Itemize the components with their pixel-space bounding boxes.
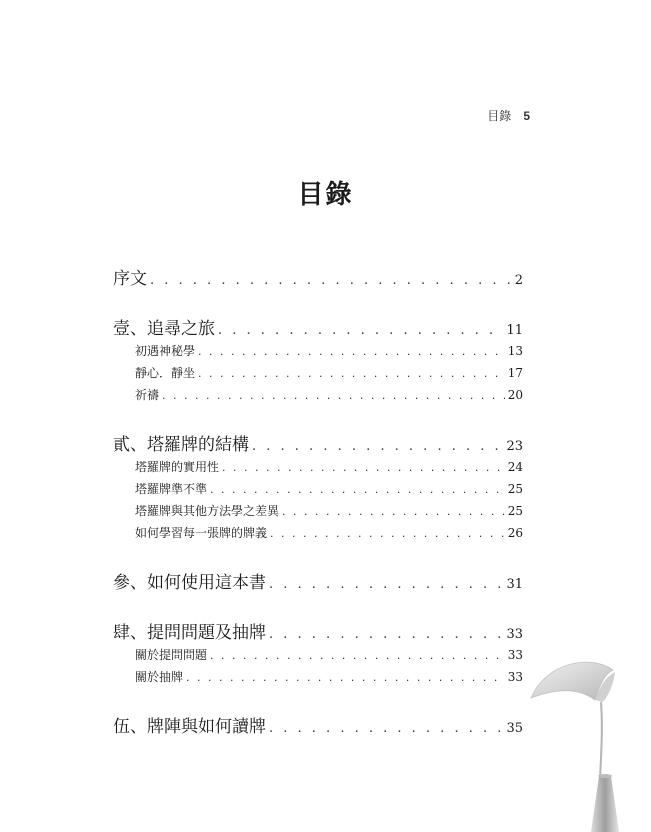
toc-subentry[interactable]	[113, 646, 523, 668]
toc-entry[interactable]	[113, 618, 523, 646]
toc-subentry-page: 20	[507, 388, 523, 402]
toc-entry-label: 肆、提問問題及抽牌	[113, 623, 266, 643]
toc-entry-page: 2	[514, 273, 523, 288]
toc-subentry-page: 24	[507, 460, 523, 474]
dot-leader	[198, 367, 505, 380]
dot-leader	[162, 389, 505, 402]
toc-entry-label: 參、如何使用這本書	[113, 573, 266, 593]
toc-subentry-page: 25	[507, 482, 523, 496]
dot-leader	[282, 505, 505, 518]
dot-leader	[269, 721, 503, 736]
toc-subentry[interactable]	[113, 668, 523, 690]
dot-leader	[222, 461, 505, 474]
toc-subentry-label: 關於抽牌	[135, 670, 184, 684]
dot-leader	[269, 627, 503, 642]
dot-leader	[252, 439, 503, 454]
toc-entry-page: 35	[506, 721, 523, 736]
toc-entry-page: 11	[506, 323, 523, 338]
toc-section	[113, 430, 523, 546]
toc-subentry-page: 33	[507, 670, 523, 684]
toc-entry-label: 貳、塔羅牌的結構	[113, 435, 249, 455]
toc-subentry-page: 17	[507, 366, 523, 380]
toc-subentry-label: 關於提問問題	[135, 648, 208, 662]
toc-entry-label: 伍、牌陣與如何讀牌	[113, 717, 266, 737]
toc-entry-page: 33	[506, 627, 523, 642]
toc-subentry[interactable]	[113, 458, 523, 480]
toc-subentry-page: 13	[507, 344, 523, 358]
toc-section	[113, 712, 523, 740]
calla-lily-vase-illustration	[521, 640, 651, 832]
dot-leader	[150, 273, 512, 288]
dot-leader	[198, 345, 505, 358]
toc-subentry-page: 26	[507, 526, 523, 540]
toc-entry-label: 序文	[113, 269, 147, 289]
toc-subentry-label: 靜心．靜坐	[135, 366, 196, 380]
toc-section	[113, 314, 523, 408]
toc-section	[113, 264, 523, 292]
toc-entry[interactable]	[113, 712, 523, 740]
toc-subentry-label: 初遇神秘學	[135, 344, 196, 358]
toc-subentry-label: 塔羅牌的實用性	[135, 460, 220, 474]
toc-entry-page: 23	[506, 439, 523, 454]
running-head-title: 目錄	[487, 109, 512, 123]
toc-subentry-label: 塔羅牌準不準	[135, 482, 208, 496]
toc-subentry[interactable]	[113, 524, 523, 546]
toc-subentry-label: 塔羅牌與其他方法學之差異	[135, 504, 280, 518]
running-head-page-number: 5	[523, 109, 530, 123]
toc-section	[113, 618, 523, 690]
toc-entry-page: 31	[506, 577, 523, 592]
toc-subentry-label: 如何學習每一張牌的牌義	[135, 526, 268, 540]
dot-leader	[210, 483, 505, 496]
toc-entry[interactable]	[113, 430, 523, 458]
toc-entry[interactable]	[113, 568, 523, 596]
table-of-contents	[113, 264, 523, 762]
dot-leader	[186, 671, 505, 684]
toc-subentry[interactable]	[113, 364, 523, 386]
toc-subentry[interactable]	[113, 386, 523, 408]
toc-subentry-label: 祈禱	[135, 388, 160, 402]
toc-section	[113, 568, 523, 596]
toc-entry[interactable]	[113, 264, 523, 292]
dot-leader	[269, 577, 503, 592]
toc-subentry[interactable]	[113, 502, 523, 524]
page-title: 目錄	[297, 180, 354, 210]
toc-entry-label: 壹、追尋之旅	[113, 319, 215, 339]
toc-entry[interactable]	[113, 314, 523, 342]
running-head	[487, 107, 530, 124]
toc-subentry[interactable]	[113, 342, 523, 364]
toc-subentry-page: 25	[507, 504, 523, 518]
dot-leader	[210, 649, 505, 662]
toc-subentry[interactable]	[113, 480, 523, 502]
dot-leader	[270, 527, 505, 540]
dot-leader	[218, 323, 503, 338]
toc-subentry-page: 33	[507, 648, 523, 662]
